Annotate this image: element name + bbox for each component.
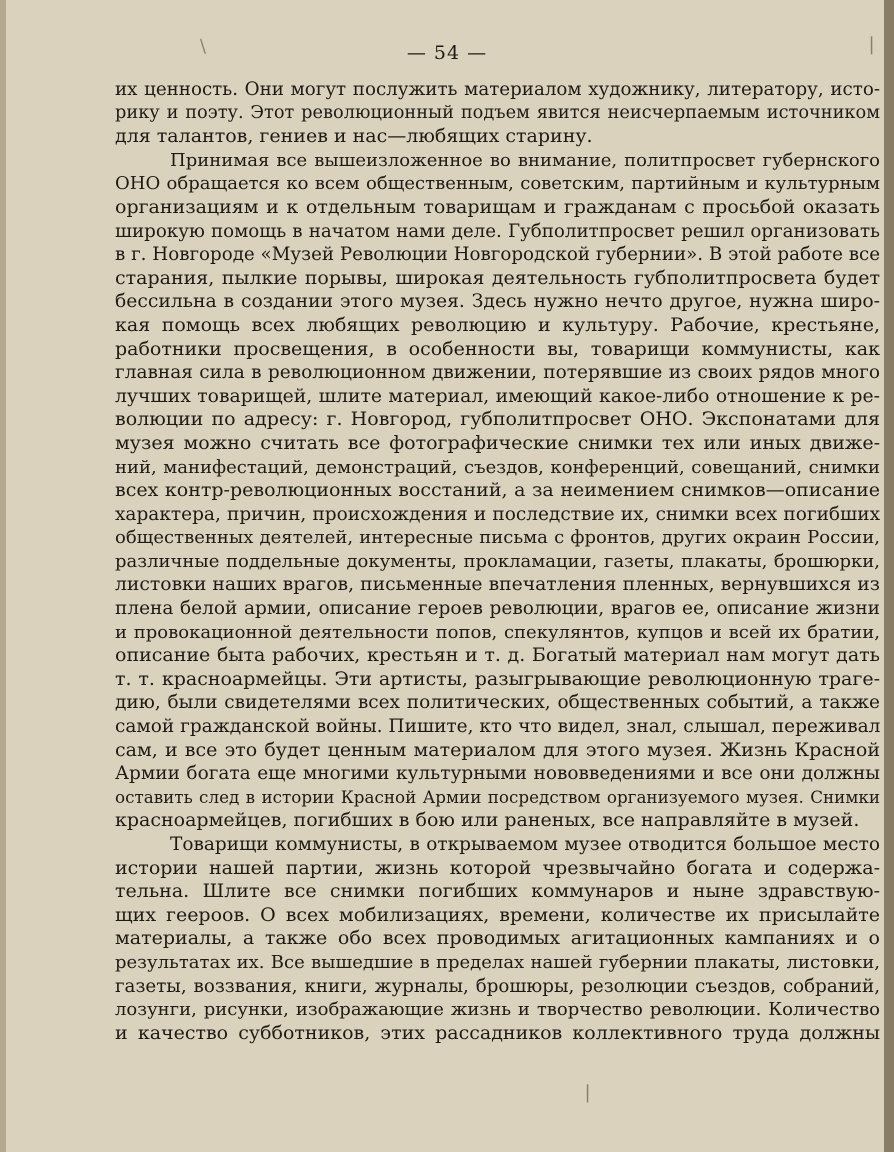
- text-line: и качество субботников, этих рассадников коллективного труда должны: [115, 1021, 880, 1044]
- text-line: широкую помощь в начатом нами деле. Губполитпросвет решил организовать: [115, 220, 880, 242]
- page-number: — 54 —: [406, 42, 488, 64]
- text-line: оставить след в истории Красной Армии посредством организуемого музея. Снимки: [115, 786, 880, 807]
- text-line: газеты, воззвания, книги, журналы, брошюры, резолюции съездов, собраний,: [115, 975, 880, 997]
- pencil-mark: /: [194, 36, 212, 57]
- page-right-edge: [884, 0, 894, 1152]
- text-line: всех контр-революционных восстаний, а за неимением снимков—описание: [115, 479, 880, 502]
- text-line: в г. Новгороде «Музей Революции Новгородской губернии». В этой работе все: [115, 244, 880, 266]
- text-line: характера, причин, происхождения и последствие их, снимки всех погибших: [115, 503, 880, 525]
- text-line: сам, и все это будет ценным материалом для этого музея. Жизнь Красной: [115, 738, 880, 761]
- text-line: ОНО обращается ко всем общественным, советским, партийным и культурным: [115, 173, 880, 195]
- text-line: т. т. красноармейцы. Эти артисты, разыгрывающие революционную траге-: [115, 667, 880, 690]
- text-line: бессильна в создании этого музея. Здесь нужно нечто другое, нужна широ-: [115, 291, 880, 313]
- text-line: листовки наших врагов, письменные впечатления пленных, вернувшихся из: [115, 574, 880, 596]
- text-line: ний, манифестаций, демонстраций, съездов, конференций, совещаний, снимки: [115, 456, 880, 478]
- text-line: описание быта рабочих, крестьян и т. д. Богатый материал нам могут дать: [115, 644, 880, 667]
- text-line: материалы, а также обо всех проводимых агитационных кампаниях и о: [115, 927, 880, 950]
- text-line: щих геероов. О всех мобилизациях, времени, количестве их присылайте: [115, 903, 880, 926]
- text-line: различные поддельные документы, прокламации, газеты, плакаты, брошюрки,: [115, 550, 880, 572]
- text-line: Армии богата еще многими культурными нововведениями и все они должны: [115, 763, 880, 785]
- text-line: результатах их. Все вышедшие в пределах нашей губернии плакаты, листовки,: [115, 951, 880, 973]
- text-line: кая помощь всех любящих революцию и культуру. Рабочие, крестьяне,: [115, 313, 880, 336]
- body-text: [115, 78, 880, 1045]
- text-line: общественных деятелей, интересные письма с фронтов, других окраин России,: [115, 527, 880, 549]
- text-line: Принимая все вышеизложенное во внимание, политпросвет губернского: [170, 149, 880, 171]
- text-line: и провокационной деятельности попов, спекулянтов, купцов и всей их братии,: [115, 621, 880, 643]
- text-line: волюции по адресу: г. Новгород, губполитпросвет ОНО. Экспонатами для: [115, 408, 880, 431]
- page-left-edge: [0, 0, 6, 1152]
- text-line: лозунги, рисунки, изображающие жизнь и творчество революции. Количество: [115, 999, 880, 1021]
- text-line: дию, были свидетелями всех политических, общественных событий, а также: [115, 692, 880, 714]
- text-line: для талантов, гениев и нас—любящих старину.: [115, 125, 593, 148]
- text-line: плена белой армии, описание героев революции, врагов ее, описание жизни: [115, 598, 880, 620]
- text-line: Товарищи коммунисты, в открываемом музее отводится большое место: [170, 834, 880, 855]
- margin-mark: ❘: [580, 1082, 596, 1103]
- text-line: организациям и к отдельным товарищам и гражданам с просьбой оказать: [115, 195, 880, 218]
- text-line: главная сила в революционном движении, потерявшие из своих рядов много: [115, 362, 880, 384]
- text-line: тельна. Шлите все снимки погибших коммунаров и ныне здравствую-: [115, 880, 880, 903]
- text-line: музея можно считать все фотографичеcкие снимки тех или иных движе-: [115, 431, 880, 454]
- text-line: красноармейцев, погибших в бою или раненых, все направляйте в музей.: [115, 809, 860, 832]
- text-line: рику и поэту. Этот революционный подъем явится неисчерпаемым источником: [115, 102, 880, 123]
- text-line: их ценность. Они могут послужить материалом художнику, литератору, исто-: [115, 79, 880, 100]
- text-line: работники просвещения, в особенности вы, товарищи коммунисты, как: [115, 337, 880, 360]
- text-line: старания, пылкие порывы, широкая деятельность губполитпросвета будет: [115, 266, 880, 289]
- text-line: лучших товарищей, шлите материал, имеющий какое-либо отношение к ре-: [115, 385, 880, 407]
- margin-mark: ❘: [864, 34, 880, 55]
- text-line: самой гражданской войны. Пишите, кто что видел, знал, слышал, переживал: [115, 716, 881, 738]
- text-line: истории нашей партии, жизнь которой чрезвычайно богата и содержа-: [115, 856, 880, 879]
